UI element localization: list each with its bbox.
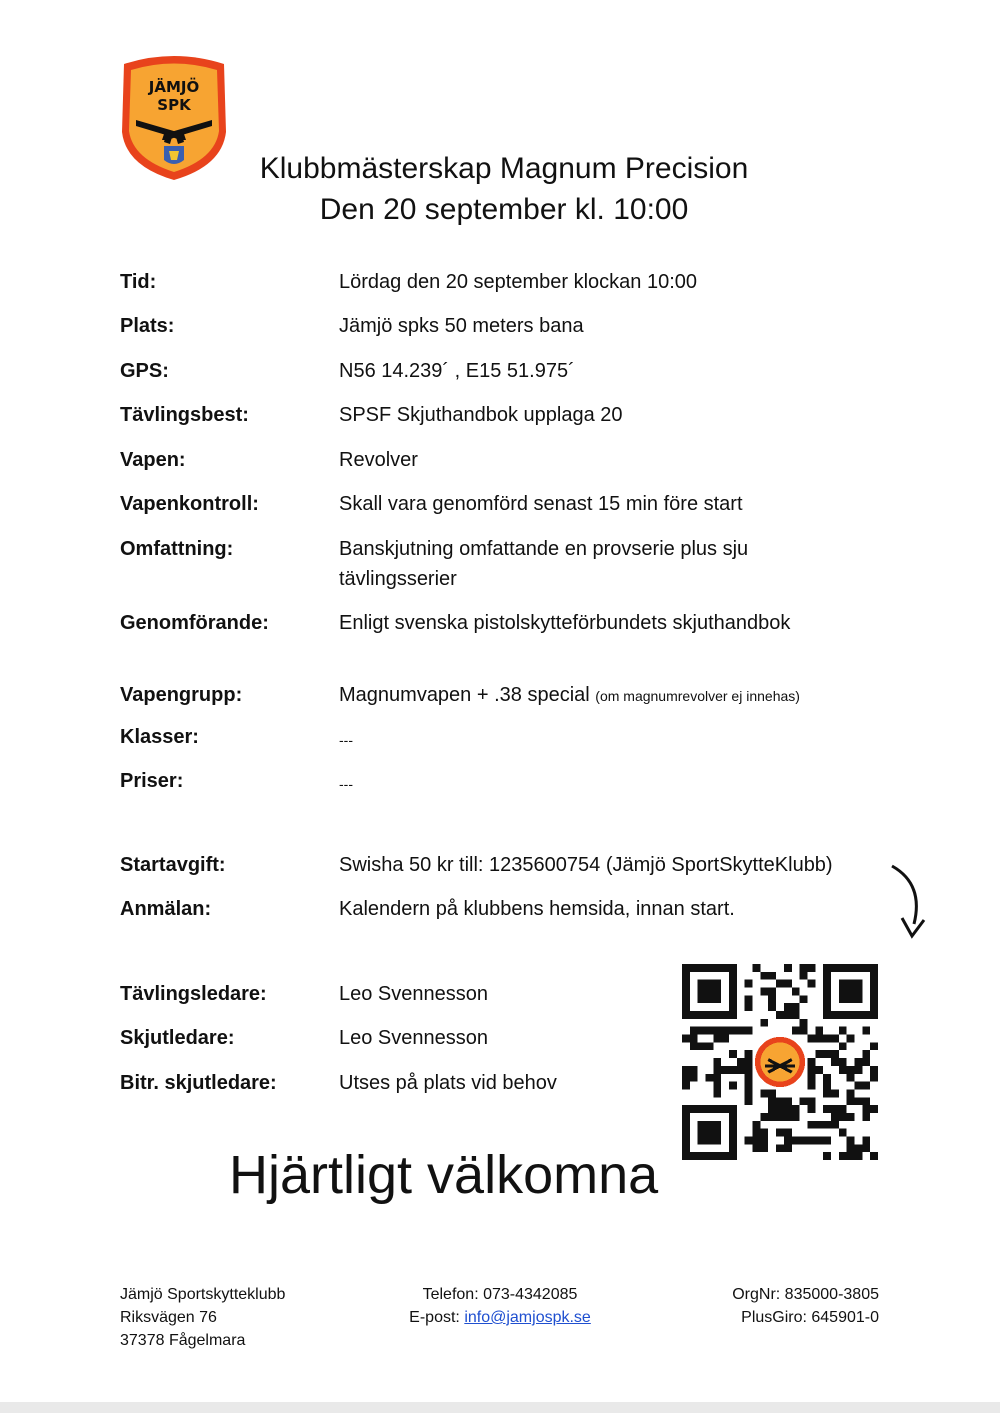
detail-value-line: tävlingsserier — [339, 568, 457, 590]
detail-value: Kalendern på klubbens hemsida, innan start. — [339, 898, 735, 920]
detail-label: Genomförande: — [120, 612, 269, 634]
detail-value: --- — [339, 732, 353, 748]
shield-crest-icon — [164, 146, 184, 164]
detail-label: Skjutledare: — [120, 1027, 235, 1049]
detail-label: Vapenkontroll: — [120, 493, 259, 515]
detail-value: Skall vara genomförd senast 15 min före start — [339, 493, 743, 515]
detail-value: Revolver — [339, 449, 418, 471]
detail-value: Utses på plats vid behov — [339, 1072, 557, 1094]
footer-email-label: E-post: — [409, 1309, 465, 1326]
detail-label: Tävlingsbest: — [120, 404, 249, 426]
detail-label: Omfattning: — [120, 538, 234, 560]
detail-label: Tid: — [120, 271, 157, 293]
detail-value-line: Banskjutning omfattande en provserie plus sju — [339, 538, 749, 560]
detail-value — [339, 534, 869, 594]
detail-label: Vapen: — [120, 449, 186, 471]
detail-value: Jämjö spks 50 meters bana — [339, 315, 584, 337]
page-bottom-edge — [0, 1402, 1000, 1413]
detail-label: GPS: — [120, 360, 169, 382]
detail-value: Leo Svennesson — [339, 1027, 489, 1049]
footer-postal: 37378 Fågelmara — [120, 1332, 246, 1349]
detail-label: Priser: — [120, 770, 184, 792]
detail-label: Plats: — [120, 315, 175, 337]
detail-value-main: Magnumvapen + .38 special — [339, 684, 590, 706]
footer-address — [120, 1283, 285, 1352]
qr-code-icon[interactable] — [682, 964, 878, 1160]
detail-value: N56 14.239´ , E15 51.975´ — [339, 360, 575, 382]
footer-street: Riksvägen 76 — [120, 1309, 217, 1326]
footer-email-link[interactable]: info@jamjospk.se — [464, 1309, 591, 1326]
detail-value-note: (om magnumrevolver ej innehas) — [595, 688, 800, 704]
detail-label: Klasser: — [120, 726, 199, 748]
footer-orgnr: OrgNr: 835000-3805 — [732, 1286, 879, 1303]
detail-label: Tävlingsledare: — [120, 983, 267, 1005]
footer-phone: Telefon: 073-4342085 — [422, 1286, 578, 1303]
detail-value: SPSF Skjuthandbok upplaga 20 — [339, 404, 623, 426]
footer-club-name: Jämjö Sportskytteklubb — [120, 1286, 286, 1303]
logo-bottom-text: SPK — [157, 96, 191, 114]
page-subtitle: Den 20 september kl. 10:00 — [319, 193, 689, 226]
welcome-heading: Hjärtligt välkomna — [229, 1145, 659, 1205]
detail-value: --- — [339, 776, 353, 792]
footer-email-line — [380, 1306, 620, 1329]
detail-label: Vapengrupp: — [120, 684, 243, 706]
footer-plusgiro: PlusGiro: 645901-0 — [741, 1309, 879, 1326]
footer-registry — [650, 1283, 879, 1329]
detail-label: Anmälan: — [120, 898, 212, 920]
detail-value: Lördag den 20 september klockan 10:00 — [339, 271, 698, 293]
logo-top-text: JÄMJÖ — [148, 78, 200, 96]
detail-value: Leo Svennesson — [339, 983, 489, 1005]
detail-value: Swisha 50 kr till: 1235600754 (Jämjö SportSkytteKlubb) — [339, 854, 833, 876]
curved-arrow-down-icon — [884, 862, 928, 946]
detail-value — [339, 680, 899, 711]
detail-row-priser — [120, 766, 880, 796]
detail-label: Bitr. skjutledare: — [120, 1072, 277, 1094]
detail-label: Startavgift: — [120, 854, 226, 876]
detail-value: Enligt svenska pistolskytteförbundets skjuthandbok — [339, 612, 791, 634]
page-title: Klubbmästerskap Magnum Precision — [259, 152, 749, 185]
footer-contact — [380, 1283, 620, 1329]
detail-row-klasser — [120, 722, 880, 752]
